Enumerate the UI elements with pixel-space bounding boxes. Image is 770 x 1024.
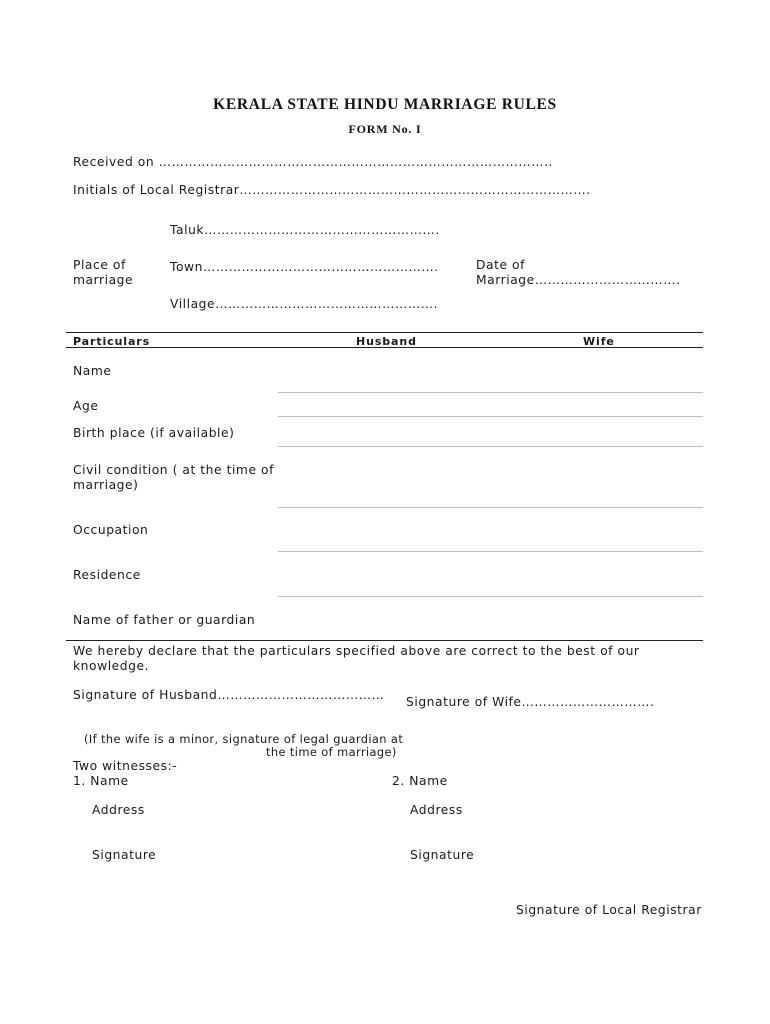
row-divider [278, 596, 703, 597]
row-divider [278, 507, 703, 508]
row-divider [278, 416, 703, 417]
header-particulars: Particulars [73, 335, 151, 348]
witness-1-signature-field[interactable]: Signature [92, 848, 157, 862]
row-civil-condition-label-2: marriage) [73, 478, 139, 492]
header-wife: Wife [583, 335, 615, 348]
witnesses-label: Two witnesses:- [73, 759, 178, 773]
date-of-marriage-field[interactable]: Marriage……………………………. [476, 273, 681, 287]
declaration-text: We hereby declare that the particulars specified above are correct to the best of our [73, 644, 640, 658]
place-of-marriage-label: Place of [73, 258, 126, 272]
row-residence-label: Residence [73, 568, 141, 582]
row-civil-condition-label: Civil condition ( at the time of [73, 463, 274, 477]
date-of-marriage-label: Date of [476, 258, 526, 272]
row-father-guardian-label: Name of father or guardian [73, 613, 256, 627]
witness-1-name-field[interactable]: 1. Name [73, 774, 129, 788]
row-divider [278, 551, 703, 552]
witness-2-signature-field[interactable]: Signature [410, 848, 475, 862]
witness-1-address-field[interactable]: Address [92, 803, 145, 817]
taluk-field[interactable]: Taluk………………………………………………. [170, 223, 440, 237]
table-header-rule [66, 347, 703, 348]
table-bottom-rule [66, 640, 703, 641]
village-field[interactable]: Village……………………………………………. [170, 297, 439, 311]
place-of-marriage-label-2: marriage [73, 273, 134, 287]
row-occupation-label: Occupation [73, 523, 149, 537]
registrar-initials-field[interactable]: Initials of Local Registrar………………………………………………………………………. [73, 183, 591, 197]
row-divider [278, 446, 703, 447]
registrar-signature-field[interactable]: Signature of Local Registrar [516, 903, 702, 917]
row-birthplace-label: Birth place (if available) [73, 426, 235, 440]
table-top-rule [66, 332, 703, 333]
row-age-label: Age [73, 399, 99, 413]
witness-2-name-field[interactable]: 2. Name [392, 774, 448, 788]
wife-signature-field[interactable]: Signature of Wife…………………………. [406, 695, 655, 709]
minor-guardian-note-2: the time of marriage) [266, 745, 397, 759]
received-on-field[interactable]: Received on ……………………………………………………………………………….. [73, 155, 554, 169]
row-divider [278, 392, 703, 393]
husband-signature-field[interactable]: Signature of Husband………………………………… [73, 688, 385, 702]
town-field[interactable]: Town………………………………………………. [170, 260, 439, 274]
row-name-label: Name [73, 364, 112, 378]
form-title: KERALA STATE HINDU MARRIAGE RULES [213, 96, 557, 113]
declaration-text-2: knowledge. [73, 659, 150, 673]
header-husband: Husband [356, 335, 417, 348]
witness-2-address-field[interactable]: Address [410, 803, 463, 817]
form-subtitle: FORM No. I [348, 122, 422, 136]
minor-guardian-note: (If the wife is a minor, signature of legal guardian at [84, 732, 404, 746]
